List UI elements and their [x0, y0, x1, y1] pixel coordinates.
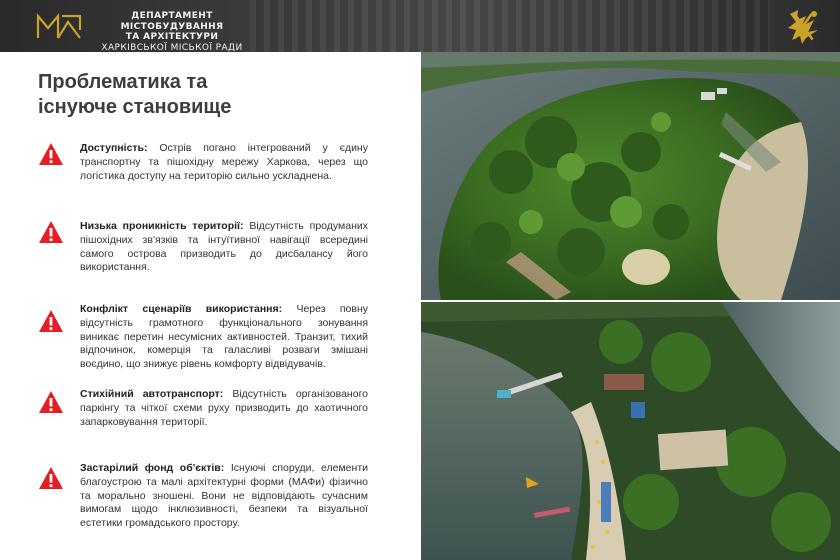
issue-heading: Застарілий фонд об'єктів: [80, 462, 225, 474]
issue-text [80, 462, 368, 531]
department-line-2: ТА АРХІТЕКТУРИ [125, 32, 219, 42]
warning-icon [38, 220, 64, 244]
issue-text [80, 303, 368, 372]
issue-description: Острів погано інтегрований у єдину транспортну та пішохідну мережу Харкова, через що логістика доступу на територію сильно ускладнена. [80, 142, 368, 182]
issue-text [80, 388, 368, 429]
warning-icon [38, 309, 64, 333]
page-title-line-2: існуюче становище [38, 96, 232, 118]
issue-description: Існуючі споруди, елементи благоустрою та малі архітектурні форми (МАФи) фізично та морально зношені. Вони не відповідають сучасним вимогам щодо інклюзивності, безпеки та візуальної естетики громадського простору. [80, 462, 368, 530]
header-city-backdrop [250, 0, 770, 52]
issue-text [80, 142, 368, 183]
page-title [38, 70, 338, 120]
page-title-line-1: Проблематика та [38, 71, 208, 93]
issue-description: Через повну відсутність грамотного функціонального зонування виникає перетин несумісних активностей. Транзит, тихий відпочинок, комерція та галасливі розваги змішані воєдино, що знижує рівень комфорту відвідувачів. [80, 303, 368, 371]
warning-icon [38, 390, 64, 414]
warning-icon [38, 142, 64, 166]
issue-heading: Стихійний автотранспорт: [80, 388, 224, 400]
issue-text [80, 220, 368, 275]
department-logo-icon [36, 10, 82, 42]
issue-description: Відсутність продуманих пішохідних зв'язків та інтуїтивної навігації всередині самого острова призводить до дисбалансу його використання. [80, 220, 368, 274]
aerial-photo-island-north [421, 52, 840, 300]
aerial-photo-island-beach [421, 302, 840, 560]
warning-icon [38, 466, 64, 490]
issue-heading: Доступність: [80, 142, 148, 154]
issue-heading: Конфлікт сценаріїв використання: [80, 303, 283, 315]
kharkiv-coat-of-arms-icon [784, 6, 824, 46]
issue-description: Відсутність організованого паркінгу та чіткої схеми руху призводить до хаотичного запарковування території. [80, 388, 369, 428]
issue-heading: Низька проникність території: [80, 220, 244, 232]
department-line-1: ДЕПАРТАМЕНТ МІСТОБУДУВАННЯ [120, 11, 224, 32]
department-line-3: ХАРКІВСЬКОЇ МІСЬКОЇ РАДИ [101, 42, 243, 52]
header-bar [0, 0, 840, 52]
department-name [88, 11, 256, 52]
